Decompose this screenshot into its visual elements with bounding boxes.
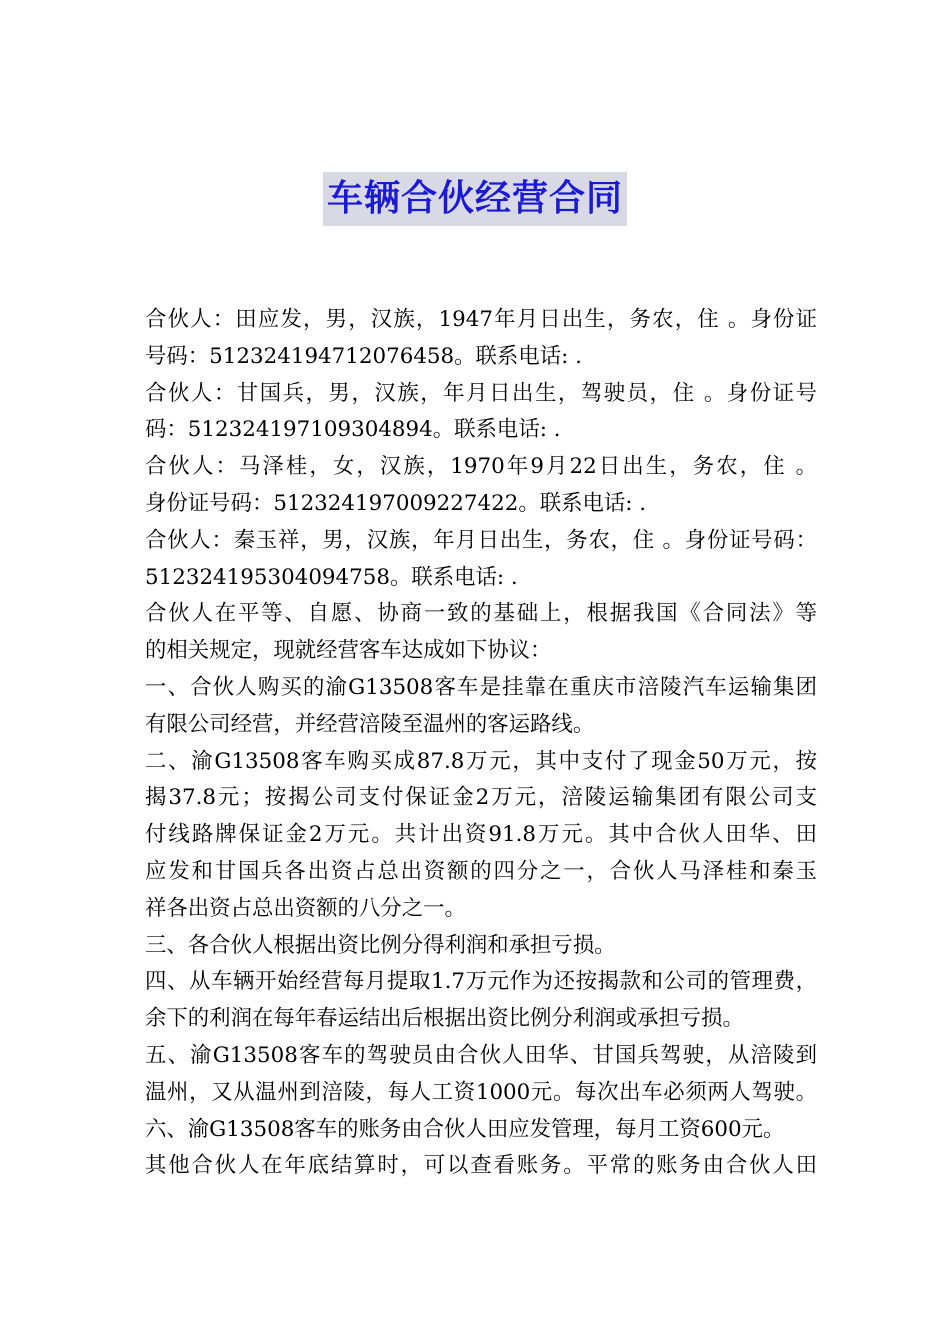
body-line: 码：512324197109304894。联系电话: . (145, 417, 561, 443)
body-line: 六、渝G13508客车的账务由合伙人田应发管理，每月工资600元。 (145, 1116, 785, 1142)
body-line: 应发和甘国兵各出资占总出资额的四分之一，合伙人马泽桂和秦玉 (145, 858, 817, 884)
body-line: 二、渝G13508客车购买成87.8万元，其中支付了现金50万元，按 (145, 748, 817, 774)
body-line: 揭37.8元；按揭公司支付保证金2万元，涪陵运输集团有限公司支 (145, 785, 817, 811)
body-line: 合伙人：田应发，男，汉族，1947年月日出生，务农，住 。身份证 (145, 307, 817, 332)
body-line: 三、各合伙人根据出资比例分得利润和承担亏损。 (145, 932, 616, 958)
body-line: 祥各出资占总出资额的八分之一。 (145, 895, 466, 921)
body-line: 512324195304094758。联系电话: . (145, 564, 518, 590)
body-line: 合伙人在平等、自愿、协商一致的基础上，根据我国《合同法》等 (145, 601, 817, 627)
document-title: 车辆合伙经营合同 (323, 172, 627, 226)
body-line: 余下的利润在每年春运结出后根据出资比例分利润或承担亏损。 (145, 1006, 744, 1032)
body-line: 号码：512324194712076458。联系电话: . (145, 343, 582, 369)
document-body (145, 302, 817, 1185)
body-line: 温州，又从温州到涪陵，每人工资1000元。每次出车必须两人驾驶。 (145, 1079, 817, 1105)
body-line: 合伙人：秦玉祥，男，汉族，年月日出生，务农，住 。身份证号码： (145, 527, 817, 553)
body-line: 身份证号码：512324197009227422。联系电话: . (145, 490, 647, 516)
body-line: 四、从车辆开始经营每月提取1.7万元作为还按揭款和公司的管理费， (145, 969, 817, 995)
body-line: 付线路牌保证金2万元。共计出资91.8万元。其中合伙人田华、田 (145, 822, 817, 848)
body-line: 五、渝G13508客车的驾驶员由合伙人田华、甘国兵驾驶，从涪陵到 (145, 1042, 817, 1068)
body-line: 一、合伙人购买的渝G13508客车是挂靠在重庆市涪陵汽车运输集团 (145, 674, 817, 700)
body-line: 有限公司经营，并经营涪陵至温州的客运路线。 (145, 711, 595, 737)
body-line: 的相关规定，现就经营客车达成如下协议： (145, 638, 552, 664)
body-line: 合伙人：马泽桂，女，汉族，1970年9月22日出生，务农，住 。 (145, 454, 817, 480)
body-line: 其他合伙人在年底结算时，可以查看账务。平常的账务由合伙人田 (145, 1153, 817, 1179)
title-container (0, 172, 950, 226)
body-line: 合伙人：甘国兵，男，汉族，年月日出生，驾驶员，住 。身份证号 (145, 380, 817, 406)
